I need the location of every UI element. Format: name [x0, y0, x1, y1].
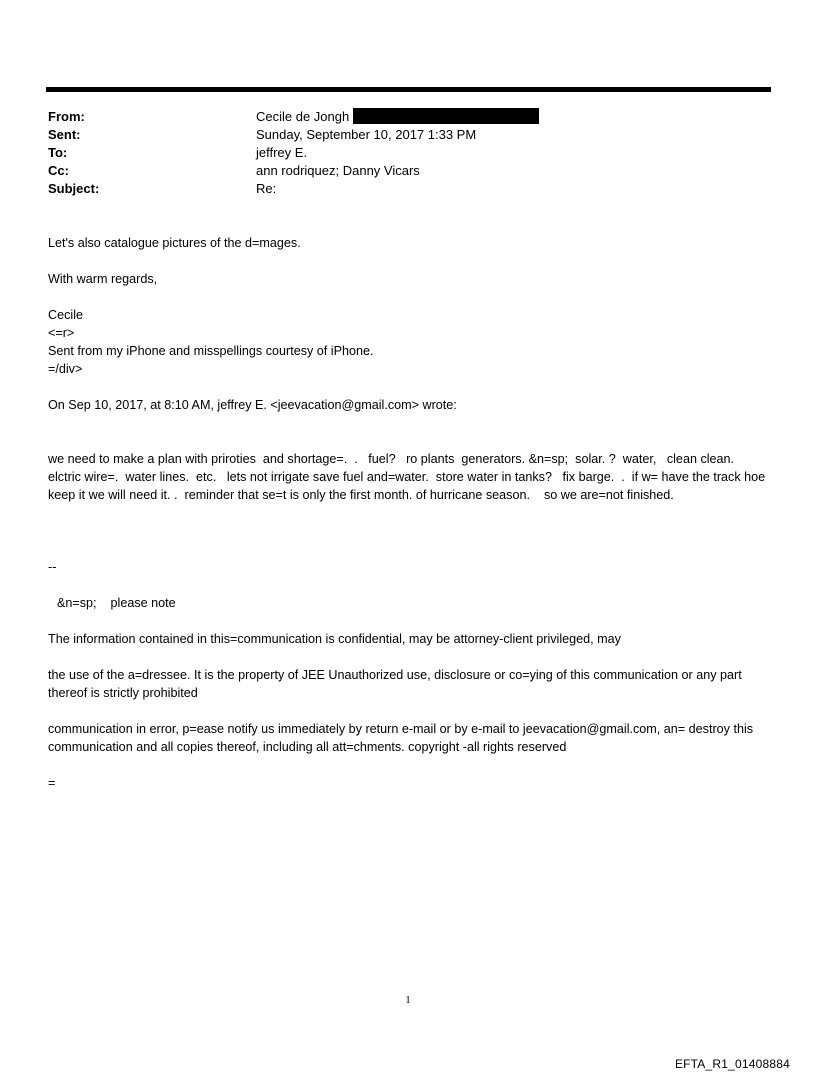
from-row	[48, 108, 748, 126]
quoted-message: we need to make a plan with priroties and shortage=. . fuel? ro plants generators. &n=sp; solar. ? water, clean clean. elctric wire=. water lines. etc. lets not irrigate save fuel and=water. store water in tanks? fix barge. . if w= have the track hoe keep it we will need it. . reminder that se=t is only the first month. of hurricane season. so we are=not finished.	[48, 452, 773, 502]
disclaimer-line-1: The information contained in this=communication is confidential, may be attorney-client privileged, may	[48, 632, 621, 646]
signature-sent-from: Sent from my iPhone and misspellings courtesy of iPhone.	[48, 344, 374, 358]
header-divider	[46, 87, 771, 92]
to-label: To:	[48, 145, 68, 160]
quote-header: On Sep 10, 2017, at 8:10 AM, jeffrey E. <jeevacation@gmail.com> wrote:	[48, 398, 457, 412]
signature-dashes: --	[48, 560, 57, 574]
signature-tag: <=r>	[48, 326, 75, 340]
email-header-block	[48, 108, 748, 198]
page-number: 1	[405, 994, 411, 1006]
subject-label: Subject:	[48, 181, 100, 196]
please-note: &n=sp; please note	[57, 596, 176, 610]
cc-label: Cc:	[48, 163, 69, 178]
cc-row	[48, 162, 748, 180]
bates-number: EFTA_R1_01408884	[674, 1057, 790, 1071]
redaction-box	[353, 108, 539, 124]
body-line-regards: With warm regards,	[48, 272, 158, 286]
disclaimer-line-2: the use of the a=dressee. It is the property of JEE Unauthorized use, disclosure or co=ying of this communication or any part thereof is strictly prohibited	[48, 668, 746, 700]
from-value-wrap	[256, 108, 539, 126]
subject-row	[48, 180, 748, 198]
sent-value: Sunday, September 10, 2017 1:33 PM	[256, 127, 477, 142]
cc-value: ann rodriquez; Danny Vicars	[256, 163, 420, 178]
sent-row	[48, 126, 748, 144]
signature-div: =/div>	[48, 362, 83, 376]
to-value: jeffrey E.	[256, 145, 308, 160]
disclaimer-line-3: communication in error, p=ease notify us immediately by return e-mail or by e-mail to jeevacation@gmail.com, an= destroy this communication and all copies thereof, including all att=chments. copyright -all rights reserved	[48, 722, 757, 754]
from-value: Cecile de Jongh	[256, 109, 350, 124]
trailing-equals: =	[48, 776, 56, 790]
email-body	[48, 234, 773, 792]
signature-name: Cecile	[48, 308, 83, 322]
body-line-catalogue: Let's also catalogue pictures of the d=mages.	[48, 236, 301, 250]
subject-value: Re:	[256, 181, 277, 196]
to-row	[48, 144, 748, 162]
sent-label: Sent:	[48, 127, 81, 142]
from-label: From:	[48, 109, 85, 124]
